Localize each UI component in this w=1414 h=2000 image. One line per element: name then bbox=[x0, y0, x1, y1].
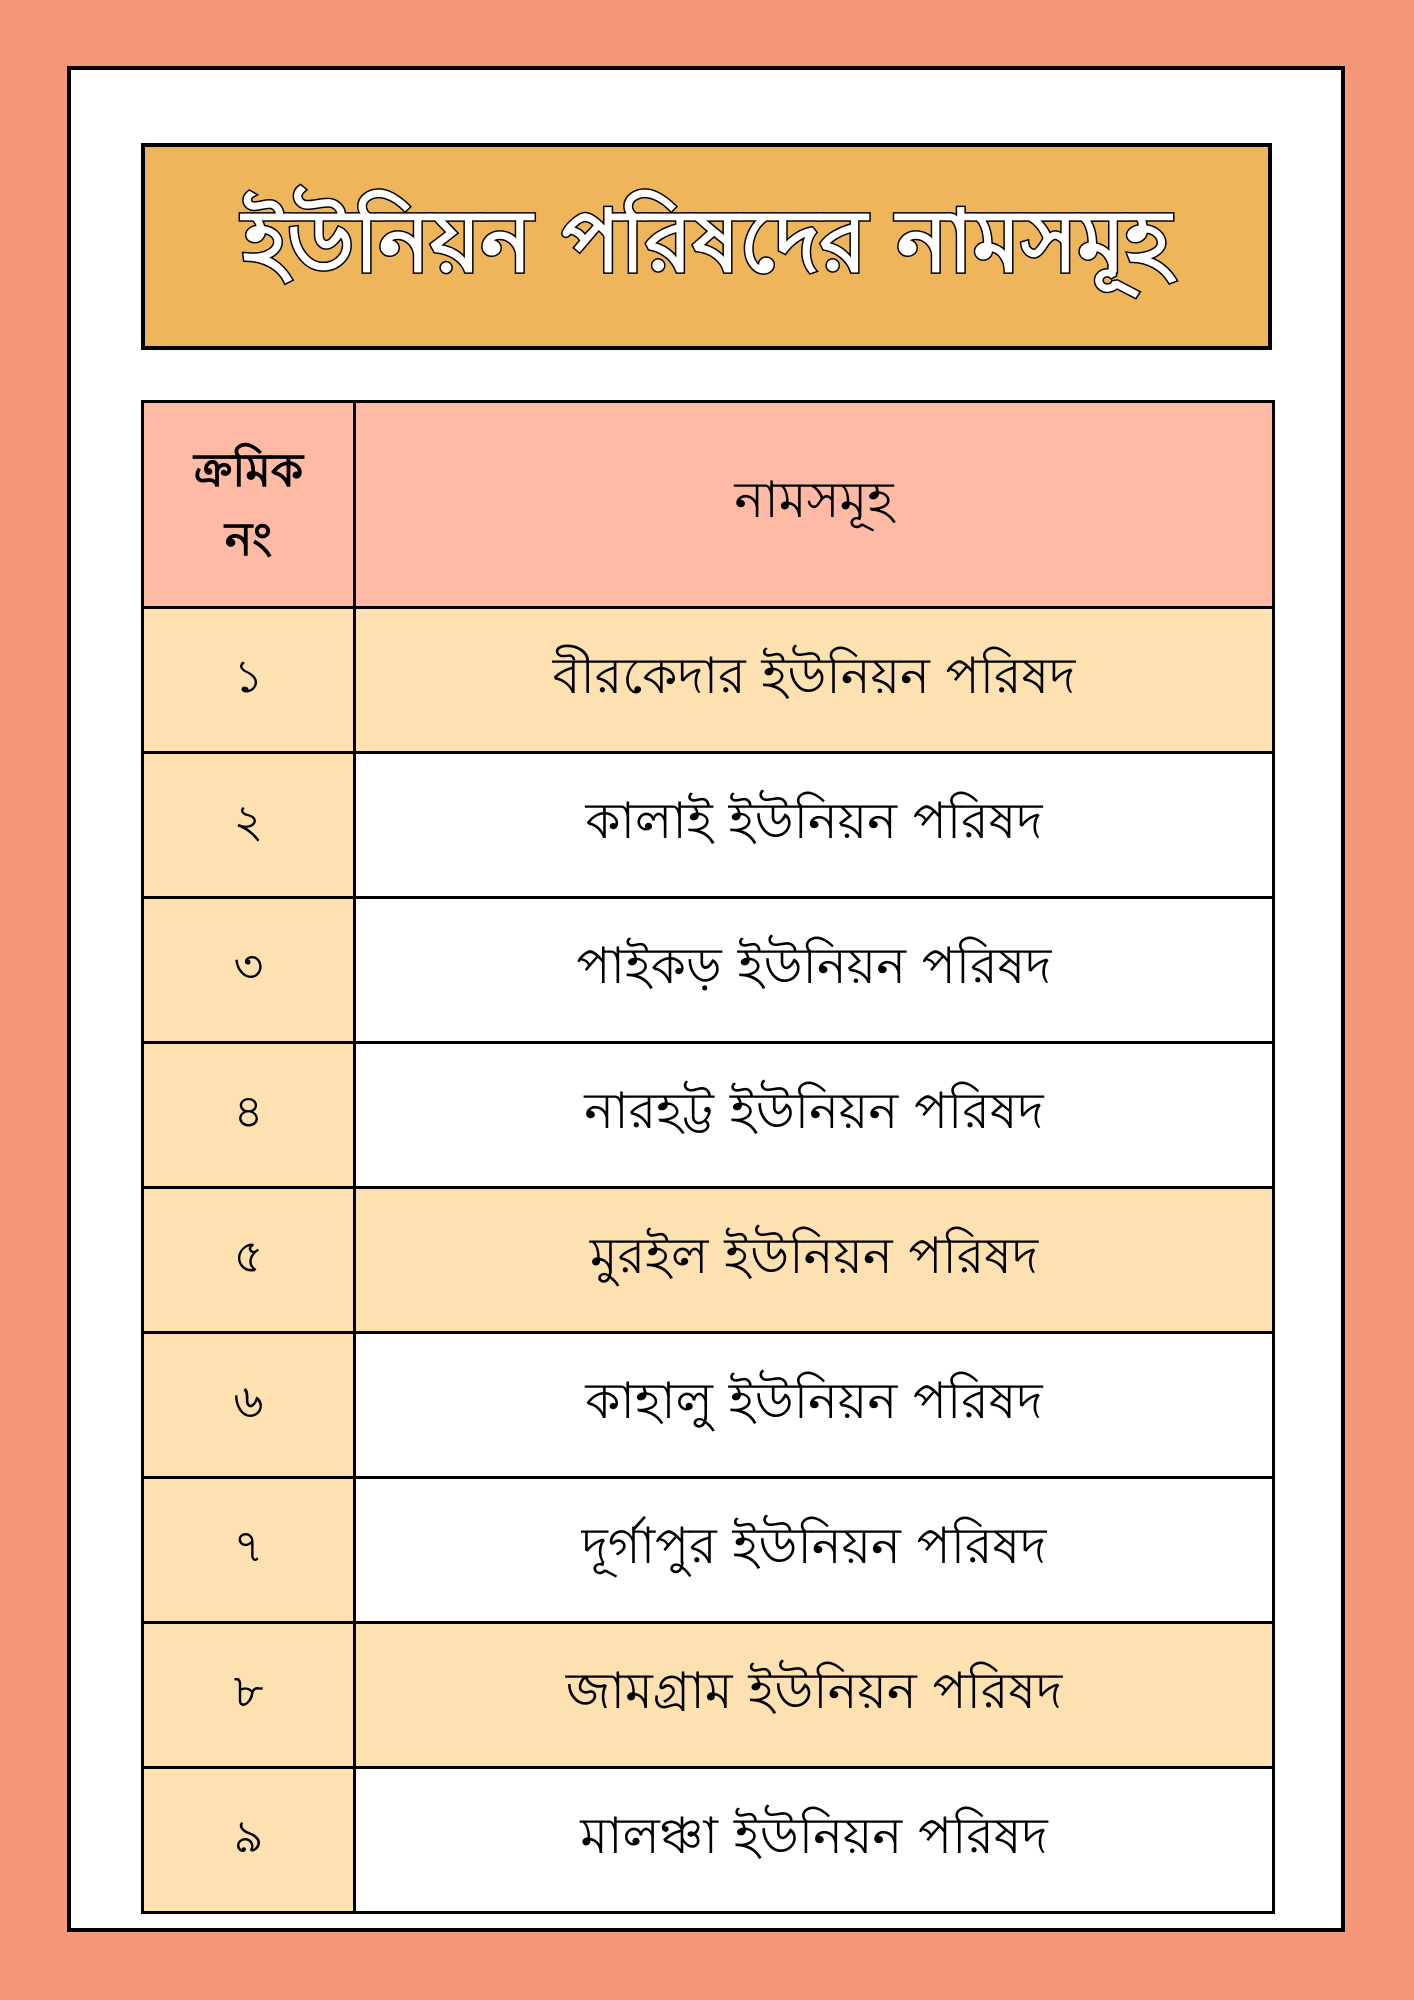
serial-header-line1: ক্রমিক bbox=[193, 442, 304, 497]
serial-cell: ২ bbox=[143, 753, 355, 898]
table-row bbox=[143, 1768, 1274, 1913]
name-cell: মুরইল ইউনিয়ন পরিষদ bbox=[355, 1188, 1274, 1333]
table-row bbox=[143, 1478, 1274, 1623]
serial-cell: ৭ bbox=[143, 1478, 355, 1623]
serial-cell: ৩ bbox=[143, 898, 355, 1043]
table-row bbox=[143, 1043, 1274, 1188]
serial-cell: ৪ bbox=[143, 1043, 355, 1188]
name-cell: মালঞ্চা ইউনিয়ন পরিষদ bbox=[355, 1768, 1274, 1913]
title-banner bbox=[141, 143, 1272, 350]
table-row bbox=[143, 1333, 1274, 1478]
table-row bbox=[143, 898, 1274, 1043]
table-header-row bbox=[143, 402, 1274, 608]
name-cell: জামগ্রাম ইউনিয়ন পরিষদ bbox=[355, 1623, 1274, 1768]
name-cell: দূর্গাপুর ইউনিয়ন পরিষদ bbox=[355, 1478, 1274, 1623]
table-row bbox=[143, 1188, 1274, 1333]
names-column-header: নামসমূহ bbox=[355, 402, 1274, 608]
serial-cell: ৮ bbox=[143, 1623, 355, 1768]
page-title: ইউনিয়ন পরিষদের নামসমূহ bbox=[242, 191, 1171, 292]
name-cell: বীরকেদার ইউনিয়ন পরিষদ bbox=[355, 608, 1274, 753]
serial-cell: ৬ bbox=[143, 1333, 355, 1478]
serial-column-header bbox=[143, 402, 355, 608]
serial-header-line2: নং bbox=[224, 511, 273, 566]
table-row bbox=[143, 608, 1274, 753]
union-council-table bbox=[141, 400, 1275, 1914]
table-row bbox=[143, 1623, 1274, 1768]
serial-cell: ১ bbox=[143, 608, 355, 753]
name-cell: পাইকড় ইউনিয়ন পরিষদ bbox=[355, 898, 1274, 1043]
name-cell: নারহট্ট ইউনিয়ন পরিষদ bbox=[355, 1043, 1274, 1188]
serial-cell: ৫ bbox=[143, 1188, 355, 1333]
name-cell: কাহালু ইউনিয়ন পরিষদ bbox=[355, 1333, 1274, 1478]
name-cell: কালাই ইউনিয়ন পরিষদ bbox=[355, 753, 1274, 898]
table-row bbox=[143, 753, 1274, 898]
serial-cell: ৯ bbox=[143, 1768, 355, 1913]
